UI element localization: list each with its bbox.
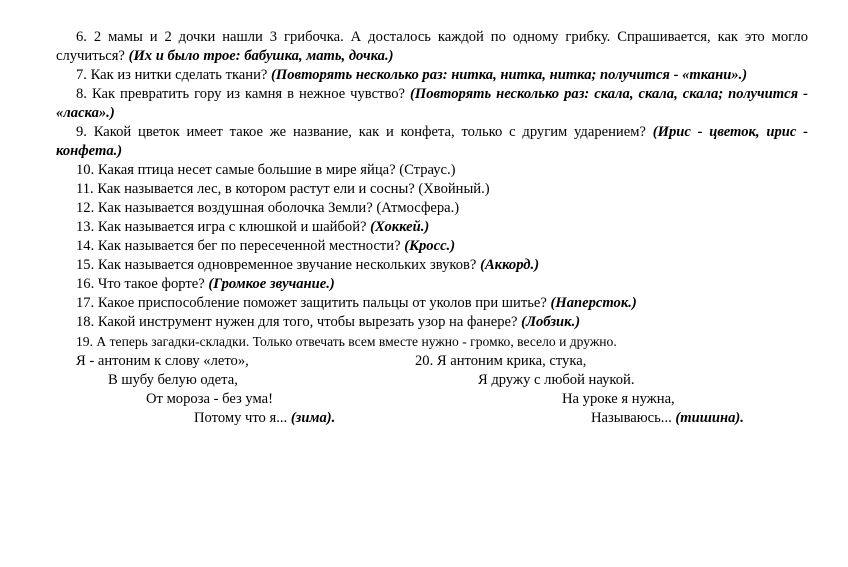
question-text: 7. Как из нитки сделать ткани?: [76, 67, 268, 83]
answer-text: (Повторять несколько раз: нитка, нитка, нитка; получится - «ткани».): [271, 67, 748, 83]
poem-right-line-4-text: Называюсь...: [591, 410, 672, 426]
question-13: [56, 218, 808, 237]
question-text: 9. Какой цветок имеет такое же название, как и конфета, только с другим ударением?: [76, 124, 646, 140]
intro-text: 19. А теперь загадки-складки. Только отвечать всем вместе нужно - громко, весело и дружно.: [76, 334, 617, 349]
poem-right-line-2: Я дружу с любой наукой.: [478, 372, 635, 388]
question-14: [56, 237, 808, 256]
answer-text: (Аккорд.): [480, 257, 540, 273]
answer-text: (Громкое звучание.): [208, 276, 335, 292]
answer-text: (Их и было трое: бабушка, мать, дочка.): [128, 48, 394, 64]
question-18: [56, 313, 808, 332]
question-8: [56, 85, 808, 123]
question-text: 16. Что такое форте?: [76, 276, 205, 292]
poem-right-answer: (тишина).: [675, 410, 744, 426]
question-text: 15. Как называется одновременное звучание нескольких звуков?: [76, 257, 477, 273]
answer-text: (Ирис - цветок, ирис - конфета.): [56, 124, 809, 159]
poem-left-line-4-text: Потому что я...: [194, 410, 288, 426]
answer-text: (Кросс.): [404, 238, 456, 254]
poem-left-line-4: [194, 409, 335, 428]
question-text: 13. Как называется игра с клюшкой и шайбой?: [76, 219, 367, 235]
question-text: 10. Какая птица несет самые большие в мире яйца? (Страус.): [76, 162, 456, 178]
question-text: 6. 2 мамы и 2 дочки нашли 3 грибочка. А досталось каждой по одному грибку. Спрашивается, как это могло случиться?: [56, 29, 808, 64]
question-text: 18. Какой инструмент нужен для того, чтобы вырезать узор на фанере?: [76, 314, 518, 330]
question-text: 17. Какое приспособление поможет защитить пальцы от уколов при шитье?: [76, 295, 547, 311]
question-6: [56, 28, 808, 66]
poem-left-line-3: От мороза - без ума!: [146, 391, 273, 407]
question-19-intro: [56, 332, 808, 351]
question-text: 8. Как превратить гору из камня в нежное чувство?: [76, 86, 406, 102]
poem-right-line-3: На уроке я нужна,: [562, 391, 675, 407]
poem-right-line-4: [591, 409, 744, 428]
question-10: [56, 161, 808, 180]
question-15: [56, 256, 808, 275]
question-16: [56, 275, 808, 294]
poem-right-line-1: 20. Я антоним крика, стука,: [415, 353, 587, 369]
riddle-poems: [56, 352, 808, 428]
poem-left-line-2: В шубу белую одета,: [108, 372, 238, 388]
answer-text: (Наперсток.): [550, 295, 637, 311]
answer-text: (Повторять несколько раз: скала, скала, скала; получится - «ласка».): [56, 86, 808, 121]
question-17: [56, 294, 808, 313]
question-11: [56, 180, 808, 199]
answer-text: (Лобзик.): [521, 314, 581, 330]
poem-left-line-1: Я - антоним к слову «лето»,: [76, 353, 249, 369]
question-12: [56, 199, 808, 218]
document-page: [56, 28, 808, 428]
question-7: [56, 66, 808, 85]
question-text: 12. Как называется воздушная оболочка Земли? (Атмосфера.): [76, 200, 460, 216]
question-text: 14. Как называется бег по пересеченной местности?: [76, 238, 401, 254]
poem-left-answer: (зима).: [290, 410, 336, 426]
answer-text: (Хоккей.): [370, 219, 430, 235]
question-9: [56, 123, 808, 161]
question-text: 11. Как называется лес, в котором растут ели и сосны? (Хвойный.): [76, 181, 490, 197]
